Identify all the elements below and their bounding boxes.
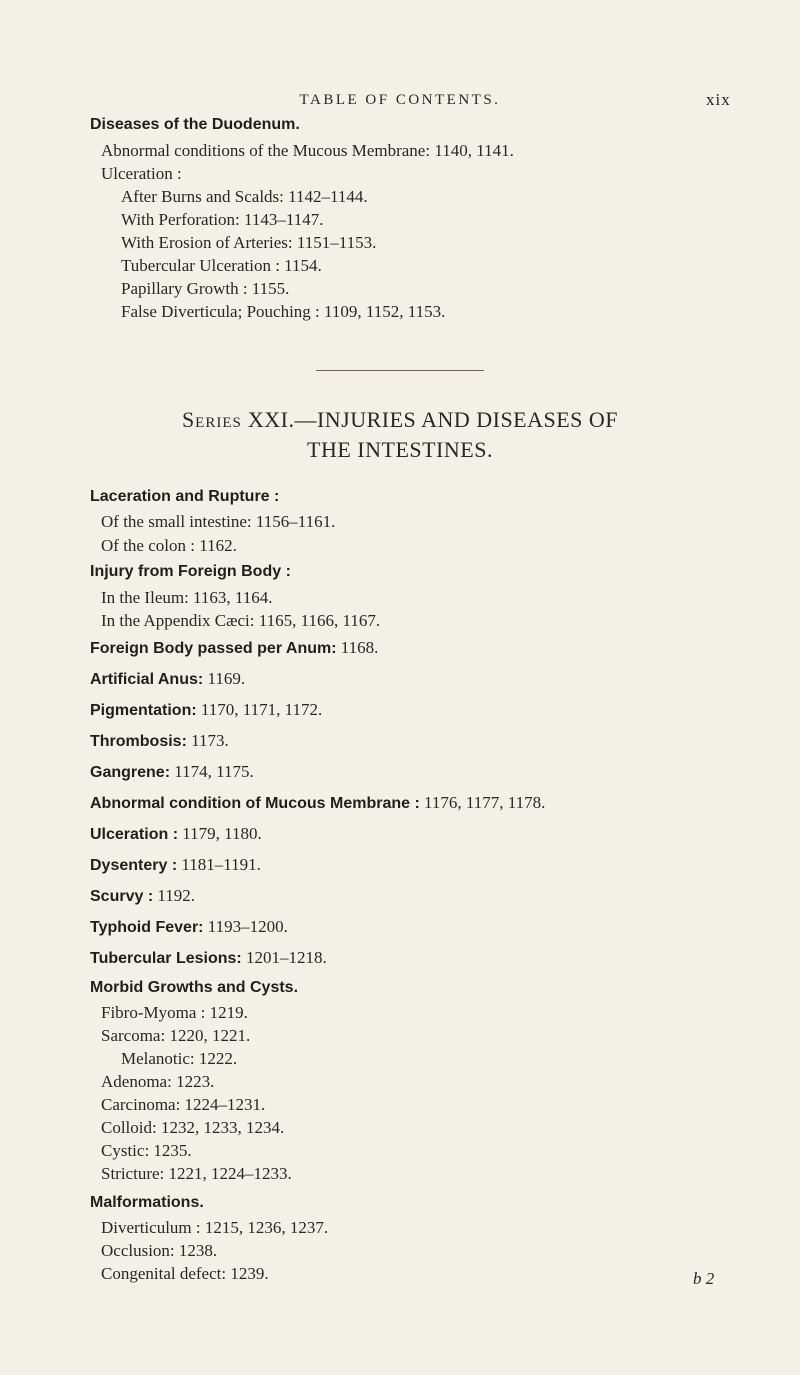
section-divider (316, 370, 484, 371)
duodenum-line: False Diverticula; Pouching : 1109, 1152, 1153. (121, 302, 446, 321)
contents-entry (90, 886, 195, 906)
duodenum-line: With Perforation: 1143–1147. (121, 210, 324, 229)
entry-refs: 1181–1191. (177, 855, 261, 874)
entry-subline: In the Ileum: 1163, 1164. (101, 588, 273, 607)
entry-refs: 1192. (153, 886, 196, 905)
contents-entry (90, 700, 322, 720)
entry-subline: Of the small intestine: 1156–1161. (101, 512, 336, 531)
contents-entry (90, 948, 327, 968)
entry-subline: Occlusion: 1238. (101, 1241, 218, 1260)
series-title-line1: XXI.—INJURIES AND DISEASES OF (247, 407, 619, 432)
duodenum-line: Ulceration : (101, 164, 182, 183)
series-prefix: Series (181, 407, 242, 432)
entry-heading: Injury from Foreign Body : (90, 563, 291, 580)
entry-refs: 1169. (203, 669, 246, 688)
running-title: TABLE OF CONTENTS. (299, 92, 501, 108)
entry-subline: Diverticulum : 1215, 1236, 1237. (101, 1218, 329, 1237)
entry-refs: 1174, 1175. (170, 762, 254, 781)
series-title (0, 407, 800, 433)
contents-entry (90, 731, 229, 751)
entry-heading: Tubercular Lesions: (90, 950, 242, 967)
entry-subline: Stricture: 1221, 1224–1233. (101, 1164, 292, 1183)
entry-refs: 1170, 1171, 1172. (196, 700, 323, 719)
entry-subline: Adenoma: 1223. (101, 1072, 215, 1091)
entry-subline: In the Appendix Cæci: 1165, 1166, 1167. (101, 611, 381, 630)
entry-refs: 1201–1218. (241, 948, 327, 967)
entry-subline: Fibro-Myoma : 1219. (101, 1003, 248, 1022)
duodenum-heading: Diseases of the Duodenum. (90, 116, 300, 133)
series-title-line2: THE INTESTINES. (307, 437, 493, 462)
duodenum-line: Abnormal conditions of the Mucous Membrane: 1140, 1141. (101, 141, 514, 160)
contents-entry (90, 824, 262, 844)
duodenum-line: After Burns and Scalds: 1142–1144. (121, 187, 368, 206)
contents-entry (90, 855, 261, 875)
entry-heading: Pigmentation: (90, 702, 197, 719)
entry-heading: Typhoid Fever: (90, 919, 204, 936)
signature-mark: b 2 (693, 1269, 715, 1288)
entry-heading: Gangrene: (90, 764, 171, 781)
entry-subline: Sarcoma: 1220, 1221. (101, 1026, 251, 1045)
entry-subline: Of the colon : 1162. (101, 536, 237, 555)
entry-heading: Thrombosis: (90, 733, 187, 750)
entry-heading: Scurvy : (90, 888, 154, 905)
entry-refs: 1168. (336, 638, 379, 657)
entry-heading: Foreign Body passed per Anum: (90, 640, 337, 657)
contents-entry (90, 917, 288, 937)
entry-refs: 1176, 1177, 1178. (419, 793, 546, 812)
entry-heading: Morbid Growths and Cysts. (90, 979, 299, 996)
entry-heading: Dysentery : (90, 857, 178, 874)
entry-subline: Congenital defect: 1239. (101, 1264, 269, 1283)
entry-subline: Carcinoma: 1224–1231. (101, 1095, 266, 1114)
contents-entry (90, 638, 378, 658)
duodenum-line: With Erosion of Arteries: 1151–1153. (121, 233, 377, 252)
entry-subline: Colloid: 1232, 1233, 1234. (101, 1118, 285, 1137)
duodenum-line: Papillary Growth : 1155. (121, 279, 290, 298)
entry-heading: Laceration and Rupture : (90, 488, 280, 505)
contents-entry (90, 669, 245, 689)
page-number: xix (706, 90, 731, 109)
entry-heading: Ulceration : (90, 826, 179, 843)
duodenum-line: Tubercular Ulceration : 1154. (121, 256, 322, 275)
contents-entry (90, 762, 254, 782)
entry-subline: Melanotic: 1222. (121, 1049, 238, 1068)
entry-refs: 1173. (186, 731, 229, 750)
entry-subline: Cystic: 1235. (101, 1141, 192, 1160)
contents-entry (90, 793, 545, 813)
entry-heading: Malformations. (90, 1194, 204, 1211)
entry-heading: Abnormal condition of Mucous Membrane : (90, 795, 420, 812)
entry-refs: 1193–1200. (203, 917, 288, 936)
entry-heading: Artificial Anus: (90, 671, 204, 688)
entry-refs: 1179, 1180. (178, 824, 262, 843)
